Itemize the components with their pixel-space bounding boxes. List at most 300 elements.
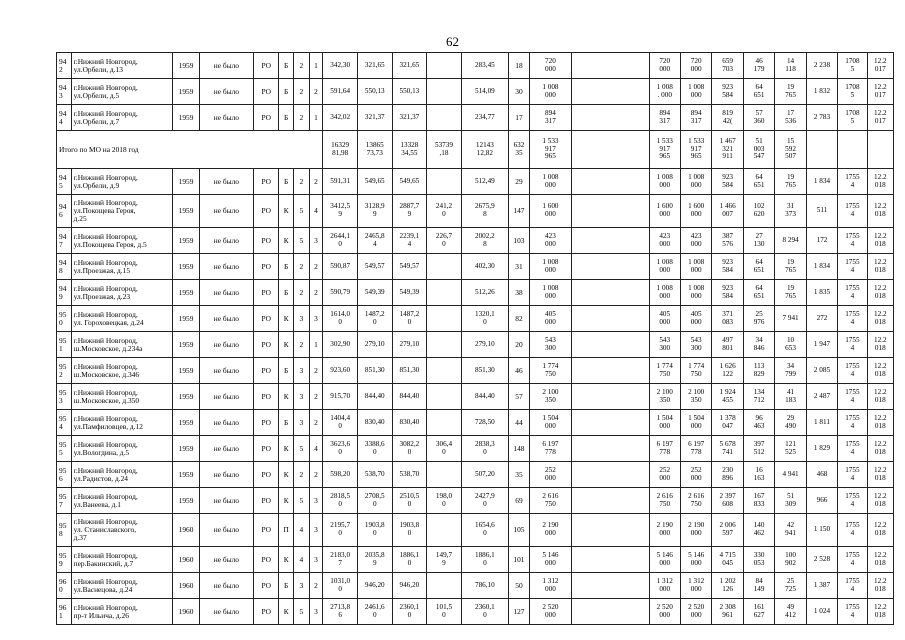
limit-line: 4 [850, 558, 855, 567]
cost-d-line: 102 [753, 202, 765, 211]
class [279, 195, 294, 228]
table-row [57, 547, 894, 573]
total-label-line: Итого по МО на 2018 год [59, 144, 139, 154]
area-d [461, 599, 508, 625]
area-a [357, 228, 392, 254]
address-line: г.Нижний Новгород, [73, 439, 138, 449]
limit-line: 4 [850, 584, 855, 593]
area-b-line: 2239,1 [399, 231, 420, 240]
area-total [323, 228, 358, 254]
class-line: Б [284, 86, 289, 96]
cost-e-line: 8 294 [782, 235, 799, 244]
row-number [57, 488, 72, 514]
per-m2 [806, 514, 837, 547]
cost-d [743, 195, 774, 228]
cost-d-line: 64 [755, 172, 763, 181]
cost-a-line: 000 [659, 558, 671, 567]
limit-line: 4 [850, 499, 855, 508]
entrances [309, 79, 323, 105]
total-area-a [357, 131, 392, 169]
blank [571, 79, 649, 105]
table-row [57, 79, 894, 105]
cost-a [649, 195, 680, 228]
area-total-line: 2818,5 [330, 491, 351, 500]
blank [571, 280, 649, 306]
address-line: г.Нижний Новгород, [73, 257, 138, 267]
date [867, 462, 893, 488]
row-number-line: 8 [59, 265, 63, 275]
last-repair [199, 358, 254, 384]
class [279, 462, 294, 488]
cost-e-line: 41 [786, 387, 795, 396]
cost-a-line: 720 [659, 56, 671, 65]
area-total-line: 2644,1 [330, 231, 351, 240]
limit-line: 4 [850, 291, 855, 300]
entrances-line: 4 [314, 206, 318, 216]
cost-d-line: 64 [755, 82, 763, 91]
cost-a [649, 514, 680, 547]
register-body [57, 53, 894, 625]
row-number [57, 358, 72, 384]
address-line: ш.Московское, д.350 [73, 395, 140, 405]
address-line: г.Нижний Новгород, [73, 82, 138, 92]
last-repair [199, 254, 254, 280]
area-a [357, 410, 392, 436]
cost-b-line: 000 [690, 317, 702, 326]
date-line: 018 [874, 421, 886, 430]
total-cost-a-line: 965 [659, 152, 671, 161]
build-year-line: 1959 [178, 339, 194, 349]
cost-a-line: 000 [659, 529, 671, 537]
address-line: г.Нижний Новгород, [73, 309, 138, 319]
entrances [309, 195, 323, 228]
cost-a-line: 1 312 [656, 576, 673, 585]
wall-material [254, 53, 279, 79]
cost-line: 1 008 [542, 283, 559, 292]
per-m2 [806, 169, 837, 195]
area-d-line: 0 [483, 529, 487, 537]
residents [508, 254, 529, 280]
area-d [461, 488, 508, 514]
table-row [57, 332, 894, 358]
cost-e-line: 902 [785, 558, 796, 567]
area-d-line: 0 [483, 317, 487, 326]
cost-c-line: 083 [722, 317, 734, 326]
total-cost-e-line: 15 [786, 137, 795, 146]
limit [838, 488, 867, 514]
area-a [357, 169, 392, 195]
last-repair [199, 306, 254, 332]
floors-line: 2 [299, 112, 304, 122]
address-line: ул. Гороховецкая, д.24 [73, 317, 144, 327]
cost [529, 462, 571, 488]
floors-line: 2 [299, 469, 304, 479]
class-line: К [283, 339, 289, 349]
limit-line: 4 [850, 317, 855, 326]
residents [508, 384, 529, 410]
area-b [392, 358, 427, 384]
cost-d-line: 25 [755, 309, 763, 318]
area-c [427, 462, 462, 488]
cost-d-line: 130 [753, 239, 765, 248]
cost-b-line: 000 [690, 90, 702, 99]
floors [294, 547, 310, 573]
total-cost-line: 917 [545, 144, 556, 153]
cost-d [743, 332, 774, 358]
area-a-line: 851,30 [364, 365, 385, 374]
area-d [461, 573, 508, 599]
cost-e-line: 19 [786, 257, 795, 266]
limit [838, 169, 867, 195]
area-a [357, 332, 392, 358]
per-m2 [806, 436, 837, 462]
cost-d [743, 228, 774, 254]
limit-line: 1755 [845, 439, 860, 448]
cost-b [680, 195, 711, 228]
cost-c-line: 584 [722, 90, 734, 99]
cost-c-line: 659 [722, 56, 734, 65]
floors [294, 332, 310, 358]
area-d-line: 844,40 [474, 391, 495, 400]
cost [529, 547, 571, 573]
cost [529, 195, 571, 228]
limit [838, 384, 867, 410]
cost-e-line: 525 [785, 447, 796, 456]
cost [529, 358, 571, 384]
date-line: 018 [874, 317, 886, 326]
blank [571, 573, 649, 599]
cost-c-line: 961 [722, 610, 734, 619]
area-total-line: 0 [338, 447, 342, 456]
area-a-line: 549,65 [364, 176, 385, 185]
date-line: 12.2 [874, 257, 887, 266]
date [867, 384, 893, 410]
cost-b-line: 1 008 [688, 82, 705, 91]
class-line: К [283, 313, 289, 323]
cost-b [680, 410, 711, 436]
residents [508, 169, 529, 195]
limit [838, 462, 867, 488]
date [867, 547, 893, 573]
wall-material [254, 228, 279, 254]
address-line: ул.Радистов, д.24 [73, 473, 128, 483]
cost-d [743, 53, 774, 79]
table-row [57, 254, 894, 280]
row-number-line: 94 [59, 172, 67, 182]
cost-c-line: 2 397 [719, 491, 736, 500]
cost-d-line: 84 [755, 576, 763, 585]
last-repair-line: не было [213, 112, 239, 122]
cost-c [712, 228, 743, 254]
area-total [323, 436, 358, 462]
residents-line: 101 [513, 554, 525, 564]
floors-line: 4 [299, 525, 304, 535]
table-row [57, 195, 894, 228]
cost-line: 1 008 [542, 257, 559, 266]
floors-line: 4 [299, 554, 304, 564]
cost-d-line: 053 [753, 558, 765, 567]
area-c [427, 254, 462, 280]
date [867, 306, 893, 332]
area-b-line: 3082,2 [399, 439, 420, 448]
cost-b-line: 1 504 [688, 413, 705, 422]
address-line: ул.Памфиловцев, д.12 [73, 421, 143, 431]
cost-a-line: . 000 [657, 90, 672, 99]
area-b-line: 830,40 [399, 417, 420, 426]
cost-e-line: 765 [785, 291, 796, 300]
cost-d-line: 134 [753, 387, 765, 396]
cost-b-line: 000 [690, 180, 702, 189]
entrances-line: 2 [314, 469, 318, 479]
area-a-line: 9 [372, 558, 377, 567]
row-number-line: 7 [59, 499, 63, 509]
limit-line: 1755 [845, 576, 860, 585]
blank [571, 514, 649, 547]
area-d-line: 0 [483, 610, 487, 619]
area-b-line: 2510,5 [399, 491, 420, 500]
last-repair [199, 228, 254, 254]
cost-c-line: 923 [722, 283, 734, 292]
floors-line: 5 [299, 443, 304, 453]
date-line: 018 [874, 473, 886, 482]
last-repair [199, 573, 254, 599]
row-number [57, 573, 72, 599]
address [71, 306, 173, 332]
address [71, 547, 173, 573]
address-line: ул.Проезжая, д.23 [73, 291, 131, 301]
cost-line: 423 [545, 231, 556, 240]
cost-line: 1 008 [542, 172, 559, 181]
limit [838, 306, 867, 332]
cost-e [775, 228, 806, 254]
last-repair-line: не было [213, 554, 239, 564]
wall-material-line: РО [261, 206, 272, 216]
cost-c-line: 584 [722, 180, 734, 189]
cost-a [649, 358, 680, 384]
area-b [392, 280, 427, 306]
cost-c [712, 599, 743, 625]
cost-e-line: 10 [786, 335, 795, 344]
address [71, 195, 173, 228]
area-d [461, 462, 508, 488]
residents-line: 38 [515, 287, 523, 297]
cost-a [649, 384, 680, 410]
cost-e-line: 183 [785, 395, 796, 404]
cost-e-line: 34 [786, 361, 795, 370]
address-line: ул.Покощева Героя, д.5 [73, 239, 147, 249]
area-b [392, 306, 427, 332]
table-row [57, 306, 894, 332]
build-year [173, 254, 199, 280]
build-year-line: 1959 [178, 60, 194, 70]
area-a [357, 514, 392, 547]
address [71, 105, 173, 131]
blank [571, 436, 649, 462]
total-cost-c-line: 1 467 [719, 137, 736, 146]
limit-line: 5 [850, 116, 855, 125]
cost-c-line: 584 [722, 291, 734, 300]
per-m2-line: 1 834 [813, 176, 831, 185]
area-d-line: 786,10 [474, 580, 495, 589]
row-number-line: 95 [59, 413, 67, 423]
area-a [357, 547, 392, 573]
per-m2-line: 1 387 [813, 580, 831, 589]
blank [571, 228, 649, 254]
row-number-line: 94 [59, 108, 67, 118]
total-cost-d [743, 131, 774, 169]
cost-c-line: 923 [722, 82, 734, 91]
area-d-line: 234,77 [474, 112, 495, 121]
cost-b-line: 1 312 [688, 576, 705, 585]
area-a-line: 2708,5 [364, 491, 385, 500]
entrances [309, 410, 323, 436]
area-b [392, 547, 427, 573]
cost-b-line: 1 008 [688, 283, 705, 292]
area-a-line: 549,57 [364, 261, 385, 270]
limit-line: 1755 [845, 465, 860, 474]
cost-d-line: 27 [755, 231, 763, 240]
area-a-line: 0 [372, 529, 377, 537]
address [71, 384, 173, 410]
area-total-line: 6 [338, 610, 342, 619]
cost-line: 000 [545, 421, 556, 430]
cost-e [775, 410, 806, 436]
wall-material [254, 514, 279, 547]
area-d-line: 2002,2 [474, 231, 495, 240]
cost-c-line: 371 [722, 309, 734, 318]
floors [294, 228, 310, 254]
area-a-line: 2461,6 [364, 602, 385, 611]
per-m2 [806, 358, 837, 384]
cost-line: 000 [545, 610, 556, 619]
per-m2-line: 1 829 [813, 443, 831, 452]
area-total-line: 923,60 [330, 365, 351, 374]
cost-line: 2 190 [542, 521, 559, 530]
wall-material-line: РО [261, 606, 272, 616]
date-line: 12.2 [874, 82, 887, 91]
total-cost-d-line: 547 [753, 152, 765, 161]
address-line: ул. Станиславского, [73, 525, 137, 535]
cost-d-line: 64 [755, 283, 763, 292]
date [867, 195, 893, 228]
total-area-d-line: 12,82 [476, 148, 493, 157]
area-total [323, 573, 358, 599]
date-line: 12.2 [874, 387, 887, 396]
wall-material-line: РО [261, 495, 272, 505]
cost [529, 332, 571, 358]
blank [571, 358, 649, 384]
row-number [57, 254, 72, 280]
address [71, 358, 173, 384]
residents [508, 462, 529, 488]
per-m2 [806, 488, 837, 514]
area-total [323, 195, 358, 228]
cost-c-line: 455 [722, 395, 734, 404]
wall-material [254, 306, 279, 332]
cost-e-line: 765 [785, 90, 796, 99]
per-m2 [806, 410, 837, 436]
address-line: д.25 [73, 213, 87, 223]
table-row [57, 410, 894, 436]
area-total-line: 598,20 [330, 469, 351, 478]
area-total [323, 169, 358, 195]
cost-e [775, 436, 806, 462]
cost-b-line: 750 [690, 369, 702, 378]
cost-a [649, 436, 680, 462]
class-line: Б [284, 112, 289, 122]
build-year [173, 280, 199, 306]
wall-material [254, 436, 279, 462]
area-c [427, 79, 462, 105]
cost-c-line: 923 [722, 172, 734, 181]
cost-a-line: 750 [659, 369, 671, 378]
table-row [57, 169, 894, 195]
residents [508, 53, 529, 79]
cost-e [775, 280, 806, 306]
area-b-line: 279,10 [399, 339, 420, 348]
build-year [173, 514, 199, 547]
area-d [461, 514, 508, 547]
address-line: ул.Ванеева, д.1 [73, 499, 121, 509]
area-d-line: 1320,1 [474, 309, 495, 318]
area-a-line: 0 [372, 447, 377, 456]
date-line: 018 [874, 369, 886, 378]
cost-line: 000 [545, 210, 556, 218]
area-c [427, 573, 462, 599]
row-number-line: 4 [59, 116, 63, 126]
cost-d [743, 169, 774, 195]
cost-a-line: 000 [659, 64, 671, 73]
address-line: г.Нижний Новгород, [73, 283, 138, 293]
cost [529, 280, 571, 306]
cost-d-line: 167 [753, 491, 765, 500]
residents-line: 82 [515, 313, 523, 323]
area-d [461, 358, 508, 384]
residents [508, 410, 529, 436]
limit-line: 1755 [845, 413, 860, 422]
area-a-line: 3388,6 [364, 439, 385, 448]
total-area-b [392, 131, 427, 169]
cost-line: 317 [545, 116, 556, 125]
area-b-line: 549,57 [399, 261, 420, 270]
cost-e-line: 19 [786, 172, 795, 181]
class [279, 228, 294, 254]
address-line: ул.Орбели, д.5 [73, 90, 120, 100]
address [71, 436, 173, 462]
address-line: ул.Орбели, д.13 [73, 64, 123, 74]
area-c [427, 488, 462, 514]
area-d-line: 2360,1 [474, 602, 495, 611]
date [867, 514, 893, 547]
limit-line: 4 [850, 369, 855, 378]
row-number-line: 6 [59, 473, 63, 483]
area-d [461, 79, 508, 105]
total-area-a-line: 13865 [365, 140, 384, 149]
total-cost-a [649, 131, 680, 169]
area-d [461, 306, 508, 332]
area-c-line: 9 [442, 558, 446, 567]
row-number-line: 1 [59, 610, 63, 620]
entrances [309, 358, 323, 384]
cost-e-line: 51 [786, 491, 795, 500]
area-total [323, 105, 358, 131]
cost-d-line: 627 [753, 610, 765, 619]
class [279, 53, 294, 79]
cost-b [680, 488, 711, 514]
area-d [461, 547, 508, 573]
last-repair-line: не было [213, 206, 239, 216]
residents [508, 228, 529, 254]
